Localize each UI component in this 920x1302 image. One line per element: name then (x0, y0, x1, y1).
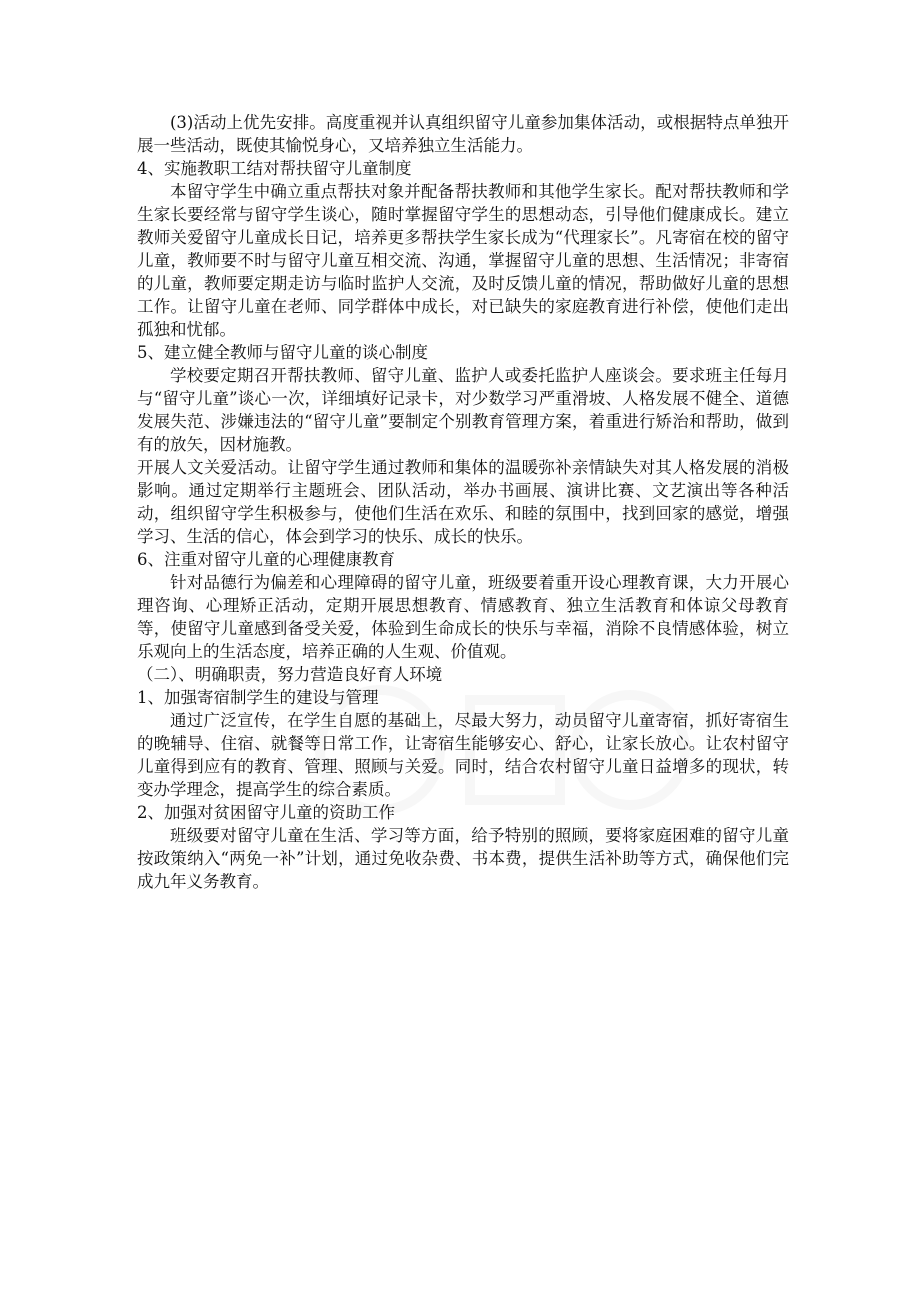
paragraph-humanistic-care: 开展人文关爱活动。让留守学生通过教师和集体的温暖弥补亲情缺失对其人格发展的消极影响。通过定期举行主题班会、团队活动，举办书画展、演讲比赛、文艺演出等各种活动，组织留守学生积极参与，使他们生活在欢乐、和睦的氛围中，找到回家的感觉，增强学习、生活的信心，体会到学习的快乐、成长的快乐。 (137, 458, 789, 546)
paragraph-financial-aid: 班级要对留守儿童在生活、学习等方面，给予特别的照顾，要将家庭困难的留守儿童按政策纳入“两免一补”计划，通过免收杂费、书本费，提供生活补助等方式，确保他们完成九年义务教育。 (137, 826, 789, 891)
section-heading-1: 1、加强寄宿制学生的建设与管理 (137, 688, 379, 707)
section-heading-6: 6、注重对留守儿童的心理健康教育 (137, 550, 395, 569)
paragraph-talk-system: 学校要定期召开帮扶教师、留守儿童、监护人或委托监护人座谈会。要求班主任每月与“留守儿童”谈心一次，详细填好记录卡，对少数学习严重滑坡、人格发展不健全、道德发展失范、涉嫌违法的“留守儿童”要制定个别教育管理方案，着重进行矫治和帮助，做到有的放矢，因材施教。 (137, 366, 789, 454)
paragraph-activity-priority: (3)活动上优先安排。高度重视并认真组织留守儿童参加集体活动，或根据特点单独开展一些活动，既使其愉悦身心，又培养独立生活能力。 (137, 113, 789, 155)
paragraph-boarding-management: 通过广泛宣传，在学生自愿的基础上，尽最大努力，动员留守儿童寄宿，抓好寄宿生的晚辅导、住宿、就餐等日常工作，让寄宿生能够安心、舒心，让家长放心。让农村留守儿童得到应有的教育、管理、照顾与关爱。同时，结合农村留守儿童日益增多的现状，转变办学理念，提高学生的综合素质。 (137, 711, 789, 799)
section-heading-4: 4、实施教职工结对帮扶留守儿童制度 (137, 159, 412, 178)
paragraph-pairing-support: 本留守学生中确立重点帮扶对象并配备帮扶教师和其他学生家长。配对帮扶教师和学生家长要经常与留守学生谈心，随时掌握留守学生的思想动态，引导他们健康成长。建立教师关爱留守儿童成长日记，培养更多帮扶学生家长成为“代理家长”。凡寄宿在校的留守儿童，教师要不时与留守儿童互相交流、沟通，掌握留守儿童的思想、生活情况；非寄宿的儿童，教师要定期走访与临时监护人交流，及时反馈儿童的情况，帮助做好儿童的思想工作。让留守儿童在老师、同学群体中成长，对已缺失的家庭教育进行补偿，使他们走出孤独和忧郁。 (137, 182, 789, 339)
paragraph-mental-health: 针对品德行为偏差和心理障碍的留守儿童，班级要着重开设心理教育课，大力开展心理咨询、心理矫正活动，定期开展思想教育、情感教育、独立生活教育和体谅父母教育等，使留守儿童感到备受关爱，体验到生命成长的快乐与幸福，消除不良情感体验，树立乐观向上的生活态度，培养正确的人生观、价值观。 (137, 573, 789, 661)
document-body (137, 111, 789, 893)
section-heading-part-2: （二）、明确职责，努力营造良好育人环境 (137, 665, 443, 684)
section-heading-5: 5、建立健全教师与留守儿童的谈心制度 (137, 343, 428, 362)
section-heading-2: 2、加强对贫困留守儿童的资助工作 (137, 803, 395, 822)
